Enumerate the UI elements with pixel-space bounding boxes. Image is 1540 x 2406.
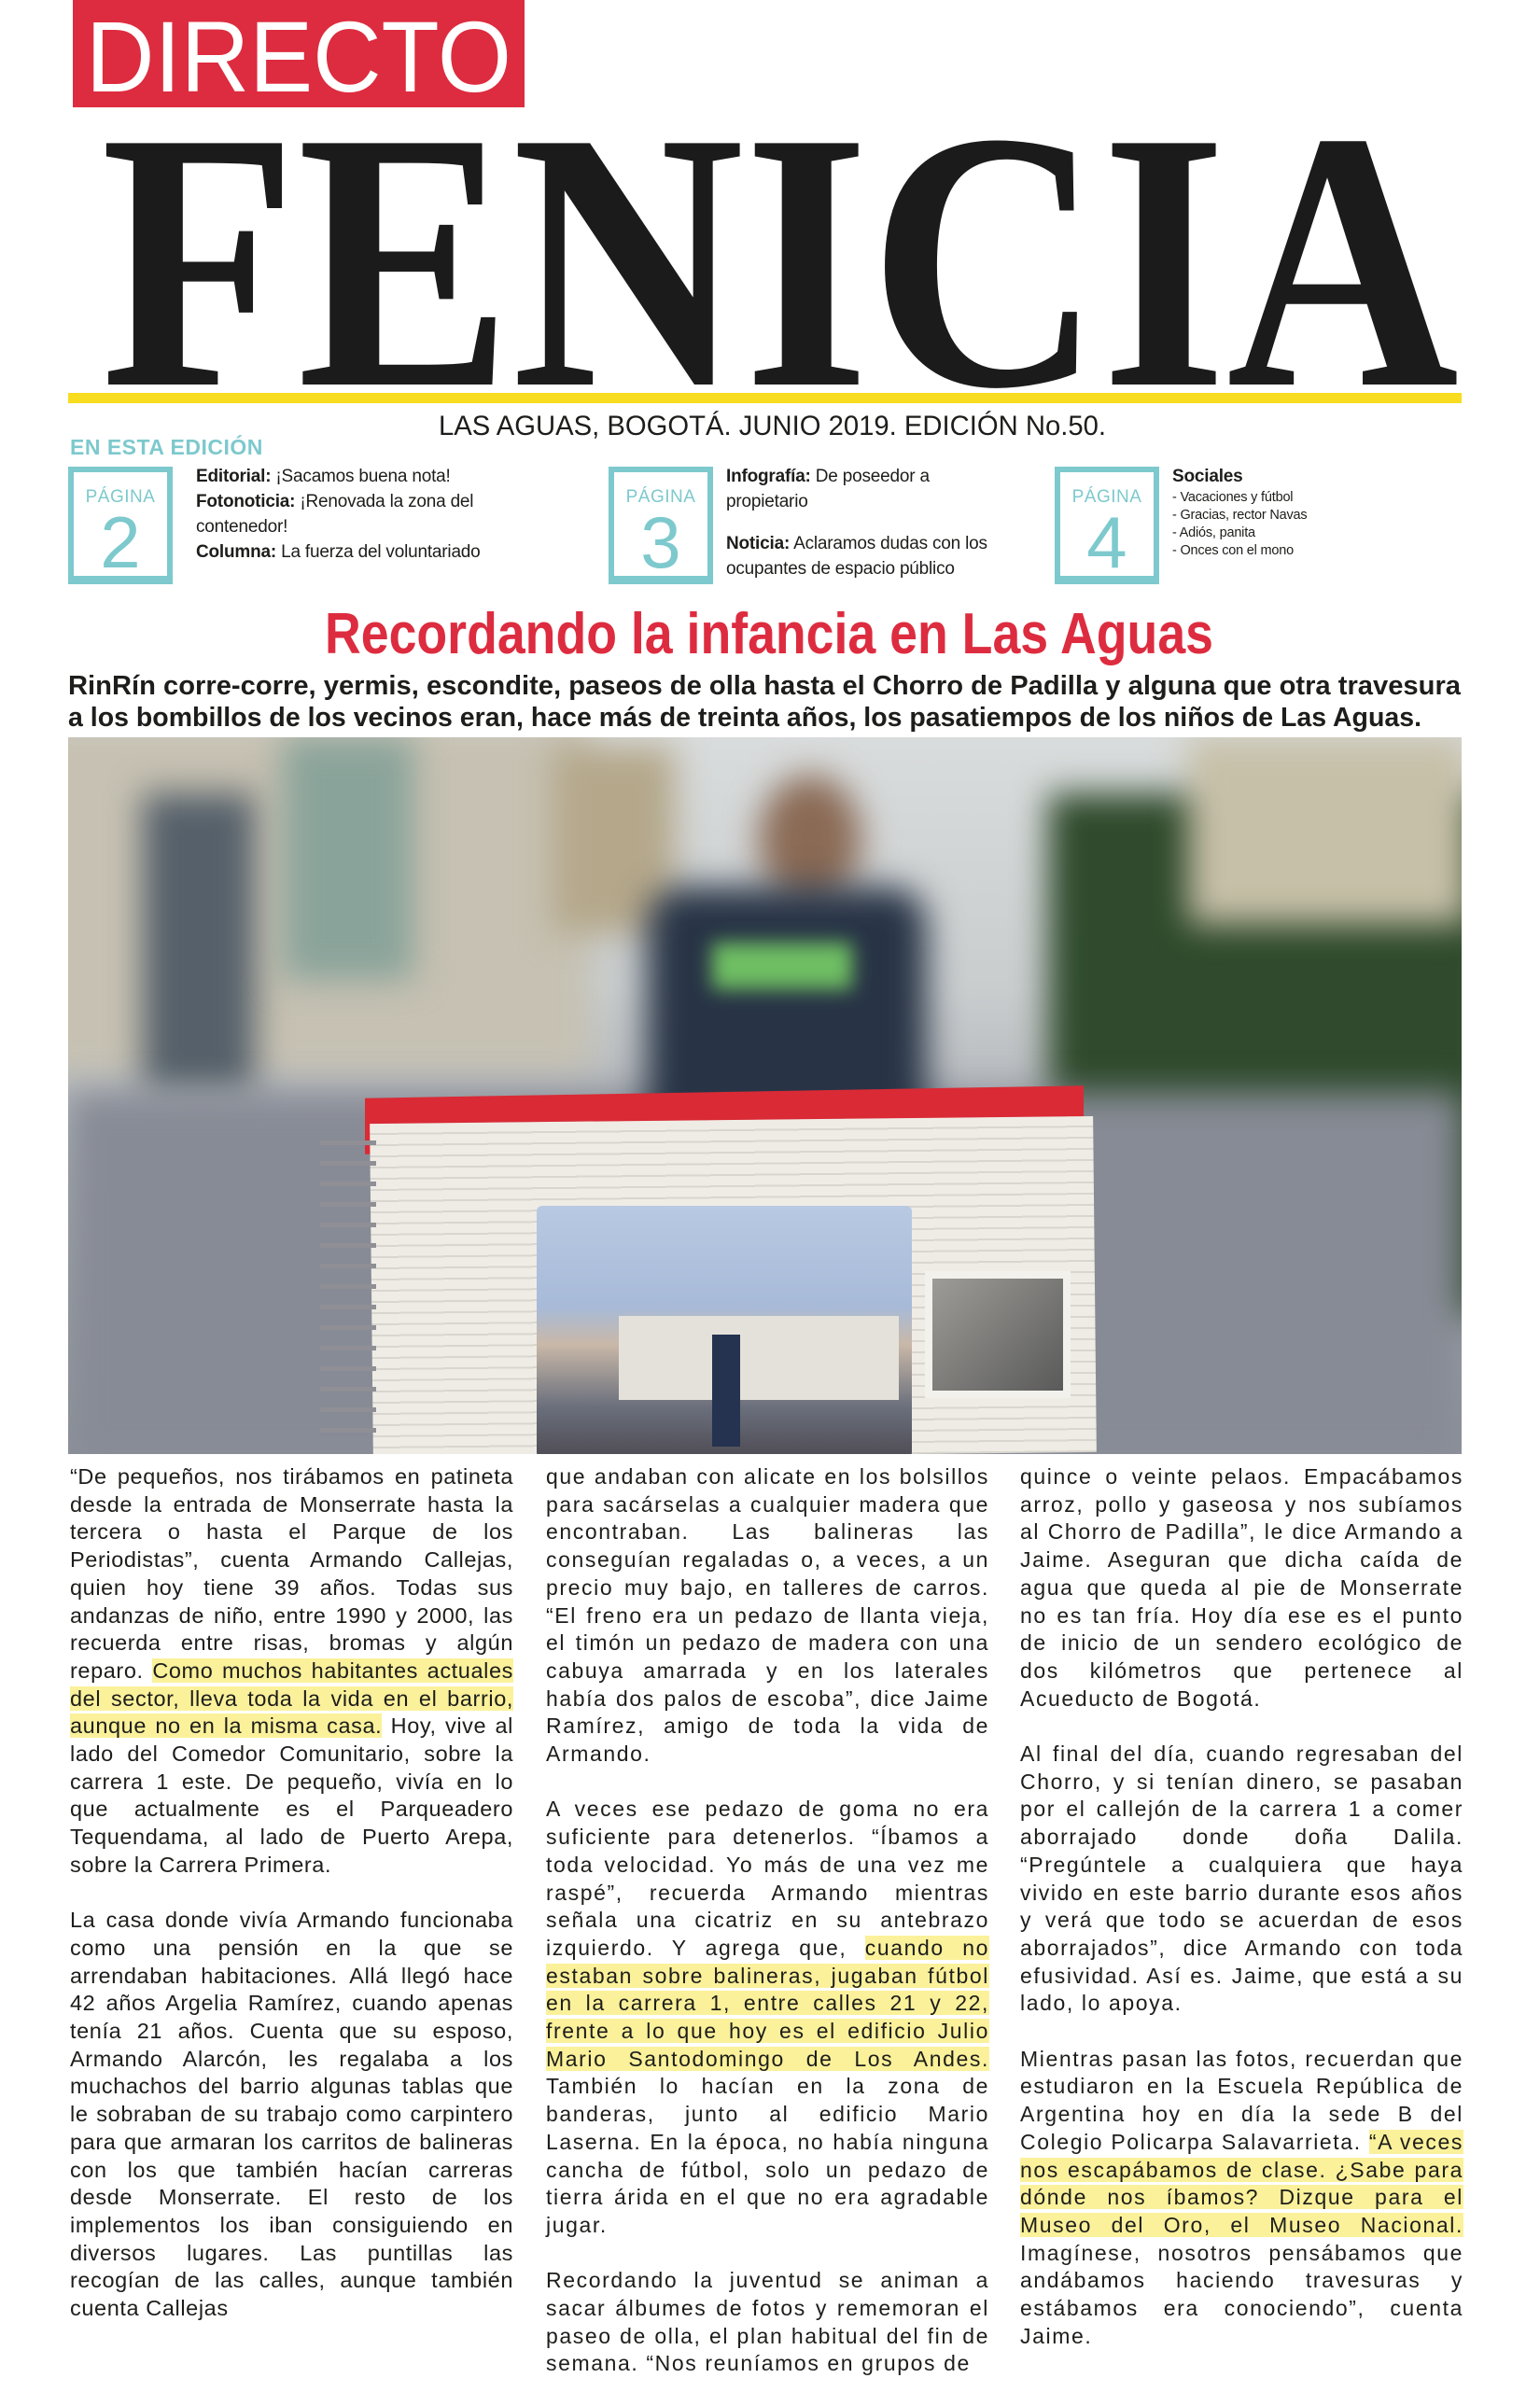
svg-text:LAS AGUAS, BOGOTÁ. JUNIO 2019.: LAS AGUAS, BOGOTÁ. JUNIO 2019. EDICIÓN No.50.: [439, 411, 1106, 441]
toc-item[interactable]: Fotonoticia: ¡Renovada la zona del contenedor!: [196, 492, 474, 537]
toc-item[interactable]: - Gracias, rector Navas: [1172, 508, 1308, 523]
paragraph-text: quince o veinte pelaos. Empacábamos arroz, pollo y gaseosa y nos subíamos al Chorro de Padilla”, le dice Armando a Jaime. Aseguran que dicha caída de agua que queda al pie de Monserrate no es tan fría. Hoy día ese es el punto de inicio de un sendero ecológico de dos kilómetros que pertenece al Acueducto de Bogotá.: [1020, 1464, 1463, 1711]
subhead: [68, 668, 1468, 735]
highlighted-quote: Como muchos habitantes actuales del sector, lleva toda la vida en el barrio, aunque no en la misma casa.: [70, 1658, 513, 1739]
toc-item[interactable]: - Onces con el mono: [1172, 543, 1294, 558]
article-paragraph: [70, 1907, 513, 2323]
masthead-title: [93, 112, 1465, 392]
article-column-2: [546, 1463, 989, 2406]
article-paragraph: [70, 1463, 513, 1880]
page-label: PÁGINA: [625, 487, 696, 507]
page-4-box[interactable]: [1055, 467, 1159, 584]
highlighted-quote: cuando no estaban sobre balineras, jugaban fútbol en la carrera 1, entre calles 21 y 22, frente a lo que hoy es el edificio Julio Mario Santodomingo de Los Andes.: [546, 1935, 989, 2071]
headline: [0, 597, 1540, 672]
page-3-box[interactable]: [609, 467, 713, 584]
page-number: 4: [1086, 501, 1127, 583]
toc-item[interactable]: Infografía: De poseedor a propietario: [726, 467, 930, 511]
page-2-box[interactable]: [68, 467, 173, 584]
paragraph-text: Recordando la juventud se animan a sacar álbumes de fotos y rememoran el paseo de olla, el plan habitual del fin de semana. “Nos reuníamos en grupos de: [546, 2268, 989, 2376]
article-paragraph: [546, 1796, 989, 2239]
toc-page-2-items: [196, 464, 523, 565]
paragraph-text: Al final del día, cuando regresaban del Chorro, y si tenían dinero, se pasaban por el callejón de la carrera 1 a comer aborrajado donde doña Dalila. “Pregúntele a cualquiera que haya vivido en este barrio durante esos años y verá que todo se acuerdan de esos aborrajados”, dice Armando con toda efusividad. Así es. Jaime, que está a su lado, lo apoya.: [1020, 1742, 1463, 2016]
masthead-rule: [68, 393, 1462, 403]
paragraph-text: que andaban con alicate en los bolsillos para sacárselas a cualquier madera que encontraban. Las balineras las conseguían regaladas o, a veces, a un precio muy bajo, en talleres de carros. “El freno era un pedazo de llanta vieja, el timón un pedazo de madera con una cabuya amarrada y en los laterales había dos palos de escoba”, dice Jaime Ramírez, amigo de toda la vida de Armando.: [546, 1464, 989, 1767]
paragraph-text: “De pequeños, nos tirábamos en patineta desde la entrada de Monserrate hasta la tercera o hasta el Parque de los Periodistas”, cuenta Armando Callejas, quien hoy tiene 39 años. Todas sus andanzas de niño, entre 1990 y 2000, las recuerda entre risas, bromas y algún reparo.: [70, 1464, 513, 1683]
paragraph-text: A veces ese pedazo de goma no era suficiente para detenerlos. “Íbamos a toda velocidad. Yo más de una vez me raspé”, recuerda Armando mientras señala una cicatriz en su antebrazo izquierdo. Y agrega que,: [546, 1797, 989, 1960]
paragraph-text: Hoy, vive al lado del Comedor Comunitario, sobre la carrera 1 este. De pequeño, vivía en lo que actualmente es el Parqueadero Tequendama, al lado de Puerto Arepa, sobre la Carrera Primera.: [70, 1714, 513, 1877]
paragraph-text: Mientras pasan las fotos, recuerdan que estudiaron en la Escuela República de Argentina hoy en día la sede B del Colegio Policarpa Salavarrieta.: [1020, 2046, 1463, 2154]
toc-page-4-items: [1172, 464, 1406, 560]
article-column-1: [70, 1463, 513, 2350]
masthead-kicker: [73, 0, 525, 107]
toc-title: EN ESTA EDICIÓN: [70, 435, 263, 459]
toc-item[interactable]: - Adiós, panita: [1172, 525, 1255, 540]
article-paragraph: [1020, 1741, 1463, 2018]
toc-heading: Sociales: [1172, 467, 1243, 486]
article-paragraph: [546, 2267, 989, 2378]
page-number: 3: [640, 501, 681, 583]
paragraph-text: Imagínese, nosotros pensábamos que andábamos haciendo travesuras y estábamos era conociendo”, cuenta Jaime.: [1020, 2240, 1463, 2348]
paragraph-text: La casa donde vivía Armando funcionaba como una pensión en la que se arrendaban habitaciones. Allá llegó hace 42 años Argelia Ramírez, cuando apenas tenía 21 años. Cuenta que su esposo, Armando Alarcón, les regalaba a los muchachos del barrio algunas tablas que le sobraban de su trabajo como carpintero para que armaran los carritos de balineras con los que también hacían carreras desde Monserrate. El resto de los implementos los iban consiguiendo en diversos lugares. Las puntillas las recogían de las calles, aunque también cuenta Callejas: [70, 1908, 513, 2321]
page-label: PÁGINA: [85, 487, 156, 507]
svg-text:FENICIA: FENICIA: [101, 112, 1459, 392]
article-column-3: [1020, 1463, 1463, 2378]
paragraph-text: También lo hacían en la zona de banderas, junto al edificio Mario Laserna. En la época, no había ninguna cancha de fútbol, solo un pedazo de tierra árida en el que no era agradable jugar.: [546, 2074, 989, 2237]
svg-text:DIRECTO: DIRECTO: [86, 0, 511, 107]
toc-item[interactable]: Columna: La fuerza del voluntariado: [196, 542, 481, 562]
toc-item[interactable]: Noticia: Aclaramos dudas con los ocupantes de espacio público: [726, 534, 987, 579]
masthead-kicker-box: [73, 0, 525, 107]
article-photo: [68, 737, 1462, 1454]
page-number: 2: [100, 501, 141, 583]
svg-text:Recordando la infancia en Las: Recordando la infancia en Las Aguas: [325, 602, 1213, 666]
toc-page-3-items: [726, 464, 1015, 581]
svg-text:a los bombillos de los vecinos: a los bombillos de los vecinos eran, hace más de treinta años, los pasatiempos de los niños de Las Aguas.: [68, 703, 1421, 733]
article-paragraph: [1020, 2046, 1463, 2351]
article-paragraph: [1020, 1463, 1463, 1713]
highlighted-quote: “A veces nos escapábamos de clase. ¿Sabe para dónde nos íbamos? Dizque para el Museo del Oro, el Museo Nacional.: [1020, 2129, 1463, 2237]
article-paragraph: [546, 1463, 989, 1769]
page-label: PÁGINA: [1071, 487, 1142, 507]
svg-text:RinRín corre-corre, yermis, es: RinRín corre-corre, yermis, escondite, paseos de olla hasta el Chorro de Padilla y alguna que otra travesura: [68, 671, 1462, 701]
toc-item[interactable]: - Vacaciones y fútbol: [1172, 490, 1294, 505]
toc-item[interactable]: Editorial: ¡Sacamos buena nota!: [196, 467, 451, 486]
